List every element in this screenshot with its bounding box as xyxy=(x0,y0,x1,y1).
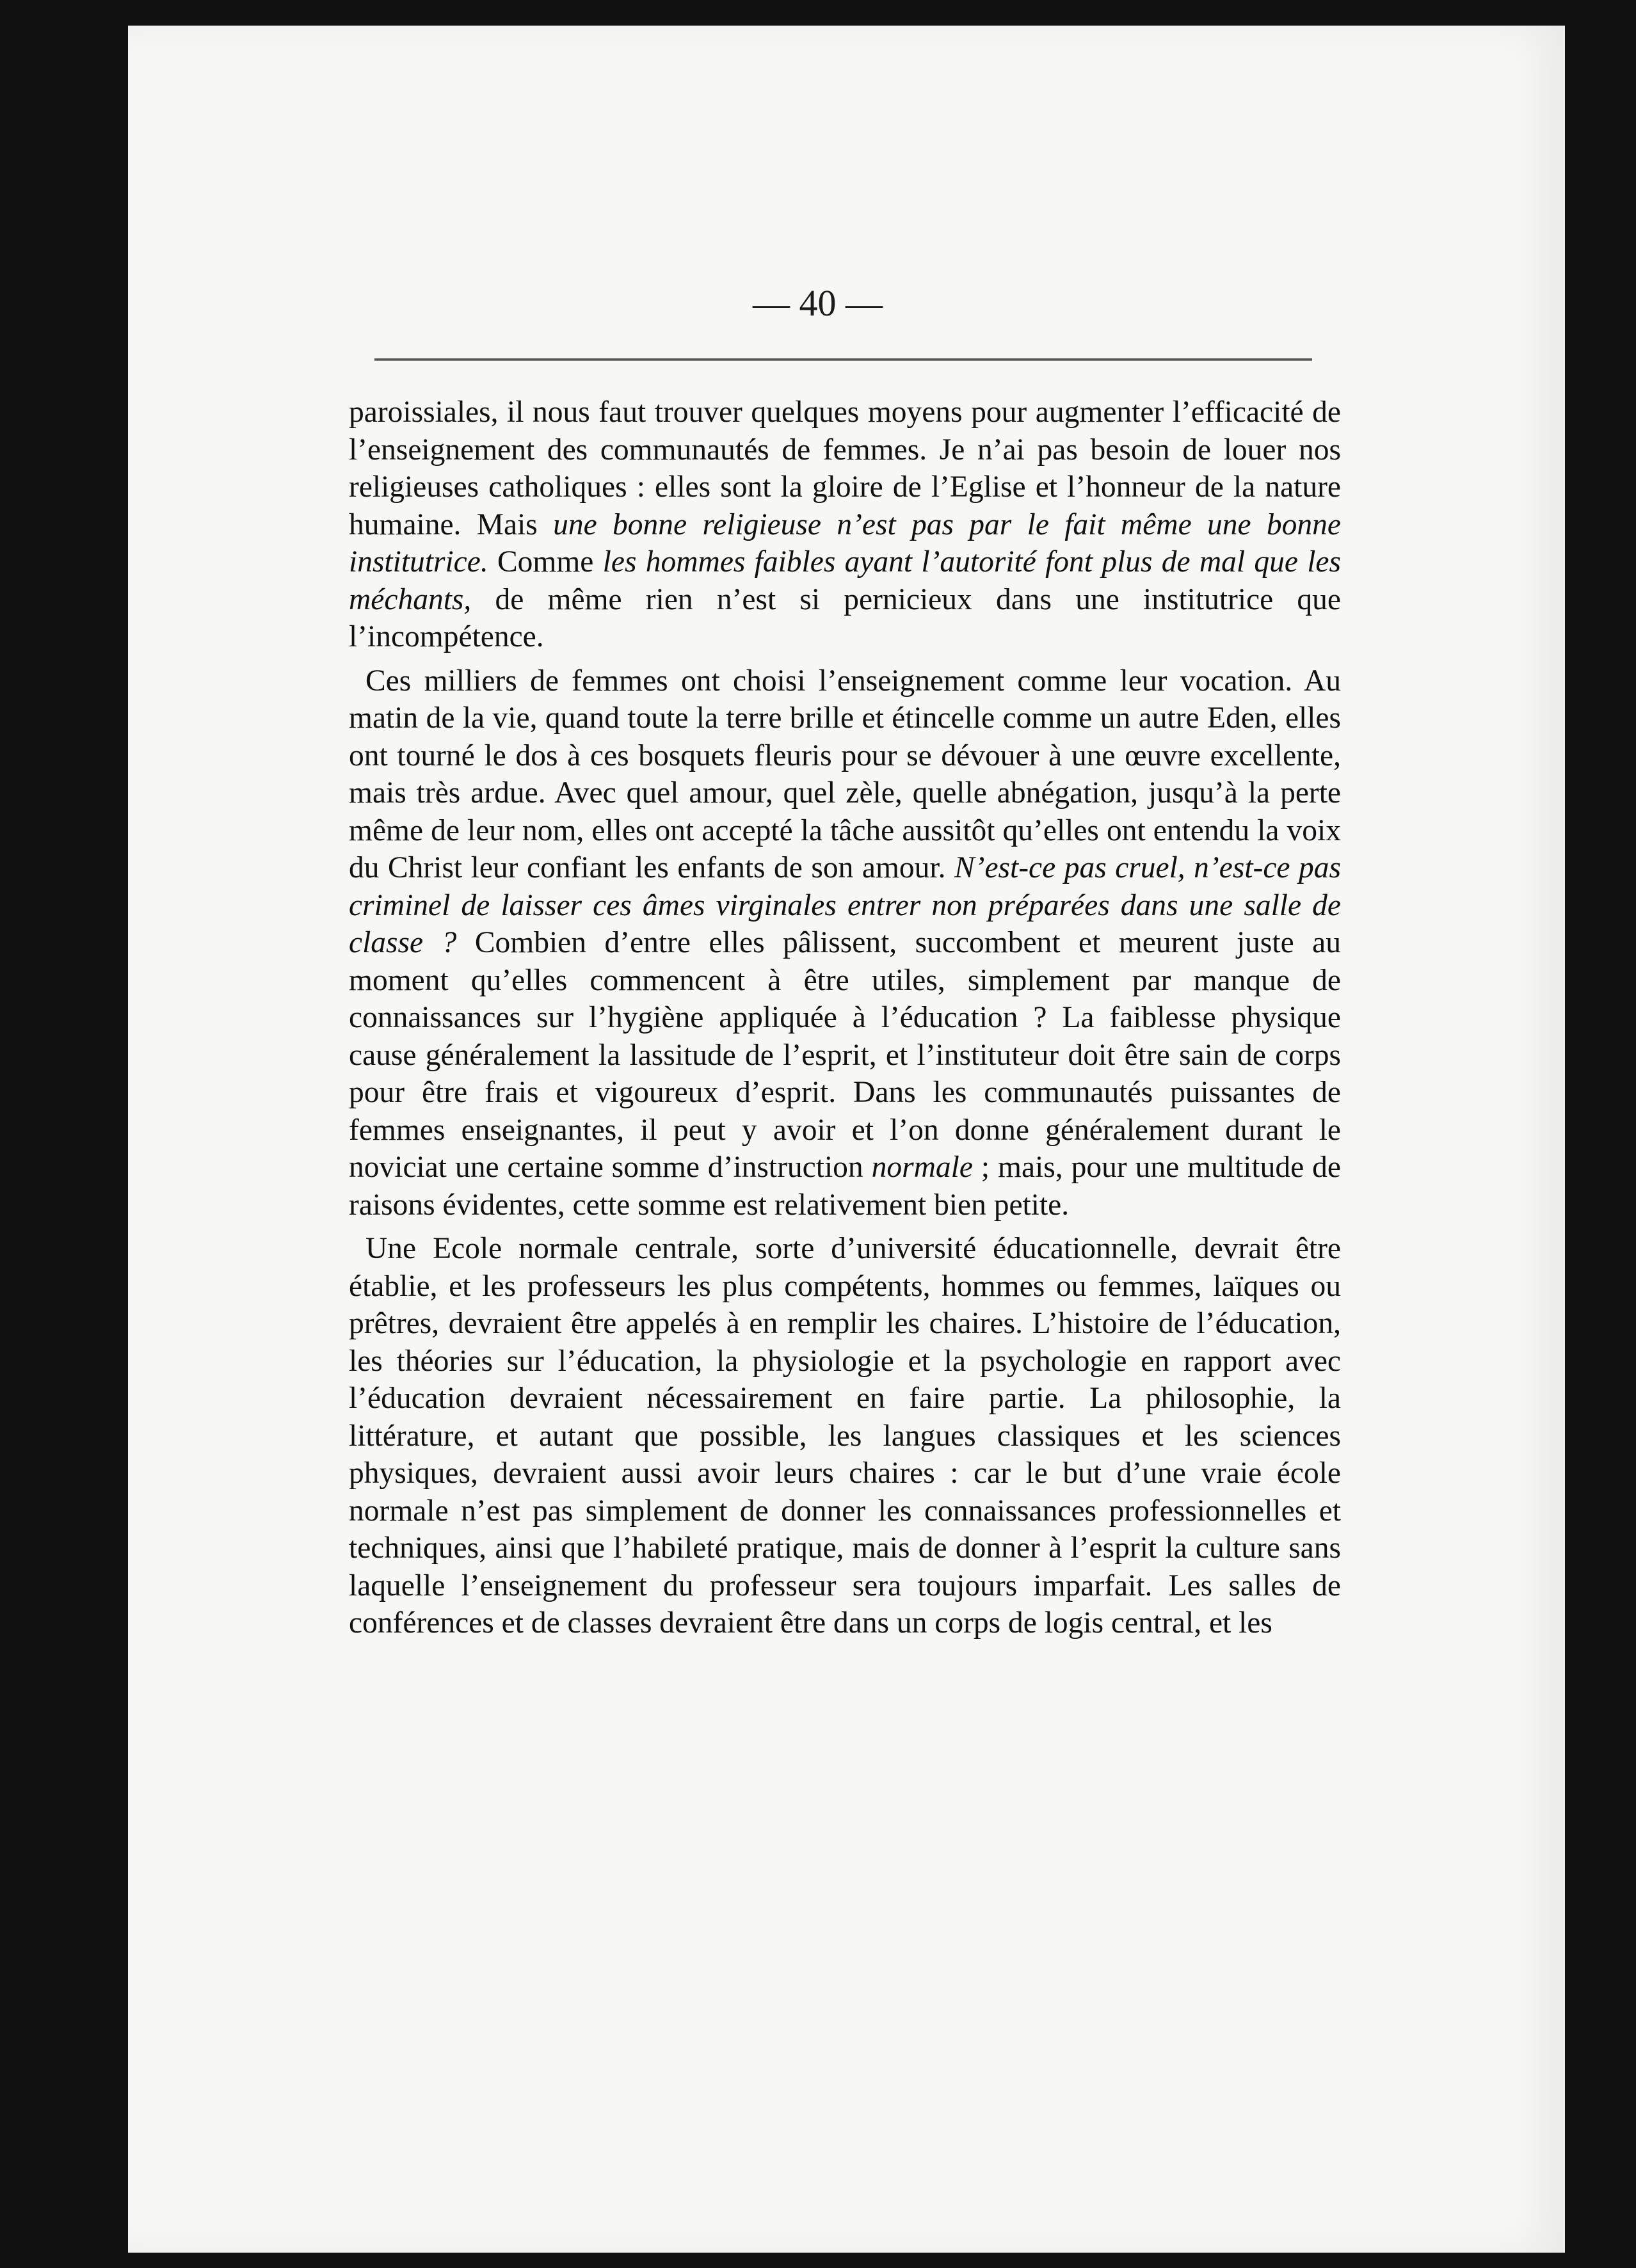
body-text xyxy=(349,394,1341,1642)
text-run: de même rien n’est si pernicieux dans une institutrice que l’incompétence. xyxy=(349,582,1341,653)
text-run: ; mais, pour une multitude de raisons évidentes, cette somme est relativement bien petite. xyxy=(349,1151,1341,1222)
italic-run: normale xyxy=(871,1151,973,1184)
paragraph-2 xyxy=(349,662,1341,1224)
italic-run: une bonne religieuse n’est pas par le fait même une bonne institutrice. xyxy=(349,507,1342,579)
italic-run: N’est-ce pas cruel, n’est-ce pas criminel de laisser ces âmes virginales entrer non préparées dans une salle de classe ? xyxy=(349,851,1341,959)
italic-run: les hommes faibles ayant l’autorité font plus de mal que les méchants, xyxy=(349,545,1341,616)
text-run: Comme xyxy=(488,545,603,579)
paragraph-3 xyxy=(349,1230,1341,1642)
text-run: Une Ecole normale centrale, sorte d’université éducationnelle, devrait être établie, et les professeurs les plus compétents, hommes ou femmes, laïques ou prêtres, devraient être appelés à en remplir les chaires. L’histoire de l’éducation, les théories sur l’éducation, la physiologie et la psychologie en rapport avec l’éducation devraient nécessairement en faire partie. La philosophie, la littérature, et autant que possible, les langues classiques et les sciences physiques, devraient aussi avoir leurs chaires : car le but d’une vraie école normale n’est pas simplement de donner les connaissances professionnelles et techniques, ainsi que l’habileté pratique, mais de donner à l’esprit la culture sans laquelle l’enseignement du professeur sera toujours imparfait. Les salles de conférences et de classes devraient être dans un corps de logis central, et les xyxy=(349,1232,1341,1640)
header-rule xyxy=(374,358,1312,361)
text-run: Ces milliers de femmes ont choisi l’enseignement comme leur vocation. Au matin de la vie, quand toute la terre brille et étincelle comme un autre Eden, elles ont tourné le dos à ces bosquets fleuris pour se dévouer à une œuvre excellente, mais très ardue. Avec quel amour, quel zèle, quelle abnégation, jusqu’à la perte même de leur nom, elles ont accepté la tâche aussitôt qu’elles ont entendu la voix du Christ leur confiant les enfants de son amour. xyxy=(349,664,1341,884)
book-page xyxy=(128,26,1565,2253)
text-run: Combien d’entre elles pâlissent, succombent et meurent juste au moment qu’elles commencent à être utiles, simplement par manque de connaissances sur l’hygiène appliquée à l’éducation ? La faiblesse physique cause généralement la lassitude de l’esprit, et l’instituteur doit être sain de corps pour être frais et vigoureux d’esprit. Dans les communautés puissantes de femmes enseignantes, il peut y avoir et l’on donne généralement durant le noviciat une certaine somme d’instruction xyxy=(349,926,1341,1184)
page-number: — 40 — xyxy=(753,282,883,324)
text-run: paroissiales, il nous faut trouver quelques moyens pour augmenter l’efficacité de l’enseignement des communautés de femmes. Je n’ai pas besoin de louer nos religieuses catholiques : elles sont la gloire de l’Eglise et l’honneur de la nature humaine. Mais xyxy=(349,395,1341,541)
paragraph-1 xyxy=(349,394,1341,656)
